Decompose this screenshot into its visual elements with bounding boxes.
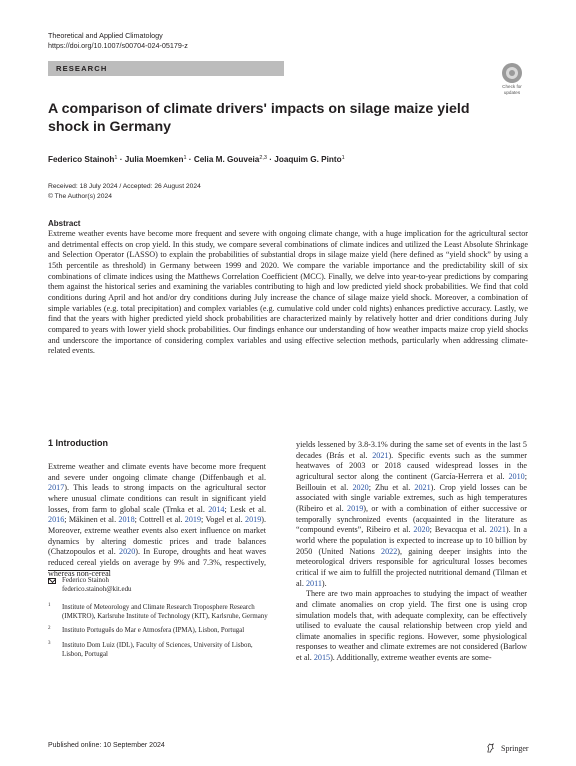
article-type-label: RESEARCH xyxy=(56,64,108,73)
citation-link[interactable]: 2011 xyxy=(305,578,322,588)
springer-logo xyxy=(486,739,529,751)
author-separator: · xyxy=(267,155,275,164)
body-text: Extreme weather and climate events have become more frequent and severe under ongoing climate change (Diffenbaugh et al. xyxy=(48,462,266,482)
body-text: ). Moreover, extreme weather events also exert influence on market dynamics by altering domestic prices and trade balances (Chatzopoulos et al. xyxy=(48,515,266,557)
intro-right-column xyxy=(296,440,527,664)
footnote-divider xyxy=(48,570,110,571)
intro-paragraph xyxy=(48,462,266,579)
publisher-name: Springer xyxy=(501,743,529,753)
contact-name: Federico Stainoh xyxy=(62,577,109,584)
body-text: ). Additionally, extreme weather events are some- xyxy=(330,653,492,663)
body-text: ; Beillouin et al. xyxy=(296,471,527,492)
check-updates-icon xyxy=(502,63,522,83)
section-heading-introduction: 1 Introduction xyxy=(48,438,108,448)
affiliation-text: Instituto Português do Mar e Atmosfera (IPMA), Lisbon, Portugal xyxy=(62,627,245,635)
body-text: ; Vogel et al. xyxy=(201,515,245,525)
citation-link[interactable]: 2019 xyxy=(184,515,202,525)
doi-link[interactable]: https://doi.org/10.1007/s00704-024-05179-z xyxy=(48,41,188,50)
citation-link[interactable]: 2016 xyxy=(48,515,65,525)
check-updates-label: Check for updates xyxy=(502,84,522,95)
body-text: ; Zhu et al. xyxy=(368,482,415,492)
author-affiliation-marker: 1 xyxy=(183,155,187,161)
body-text: ; Lesk et al. xyxy=(224,504,266,514)
contact-email[interactable]: federico.stainoh@kit.edu xyxy=(62,586,132,594)
affiliation-item xyxy=(48,641,268,659)
article-title: A comparison of climate drivers' impacts on silage maize yield shock in Germany xyxy=(48,101,470,135)
body-text: ; Bevacqua et al. xyxy=(429,525,490,535)
body-text: ). Crop yield losses can be associated with single variable extremes, such as high temperatures (Ribeiro et al. xyxy=(296,482,527,513)
affiliation-text: Instituto Dom Luiz (IDL), Faculty of Sciences, University of Lisbon, Lisbon, Portugal xyxy=(62,641,253,658)
body-text: ). In a world where the population is expected to increase up to 10 billion by 2050 (United Nations xyxy=(296,525,527,556)
intro-left-column xyxy=(48,462,266,579)
journal-header xyxy=(48,31,188,51)
author-list xyxy=(48,153,345,165)
affiliation-text: Institute of Meteorology and Climate Research Troposphere Research (IMKTRO), Karlsruhe Institute of Technology (KIT), Karlsruhe, Germany xyxy=(62,604,268,621)
citation-link[interactable]: 2018 xyxy=(118,515,135,525)
author-name[interactable]: Joaquim G. Pinto xyxy=(274,155,342,164)
author-name[interactable]: Julia Moemken xyxy=(124,155,184,164)
citation-link[interactable]: 2020 xyxy=(119,547,136,557)
citation-link[interactable]: 2015 xyxy=(313,653,331,663)
author-affiliation-marker: 1 xyxy=(114,155,118,161)
citation-link[interactable]: 2019 xyxy=(245,515,262,525)
copyright: © The Author(s) 2024 xyxy=(48,192,112,200)
affiliation-item xyxy=(48,603,268,621)
journal-name: Theoretical and Applied Climatology xyxy=(48,31,163,40)
author-name[interactable]: Celia M. Gouveia xyxy=(193,155,260,164)
intro-paragraph xyxy=(296,440,527,589)
article-type-bar xyxy=(48,61,284,76)
abstract-text: Extreme weather events have become more frequent and severe with ongoing climate change, with a huge implication for the agricultural sector and detrimental effects on crop yield. In this study, we compare several combinations of climate indices and utilized the Least Absolute Shrinkage and Selection Operator (LASSO) to explain the probabilities of substantial drops in silage maize yield (here defined as “yield shock” by using a 15th percentile as threshold) in Germany between 1999 and 2020. We compare the variable importance and the predictability skill of six combinations of climate indices using the Matthews Correlation Coefficient (MCC). Finally, we delve into year-to-year predictions by comparing them against the historical series and examining the variables contributing to high and low predicted yield shock probabilities. We find that cold conditions during April and hot and/or dry conditions during July increase the chance of silage maize yield shock. Moreover, a combination of simple variables (e.g. total precipitation) and complex variables (e.g. cumulative cold under cold nights) enhances predictive accuracy. Lastly, we find that the years with higher predicted yield shock probabilities are characterized mainly by relatively hotter and drier conditions during July compared to years with lower yield shock probabilities. Our findings enhance our understanding of how weather impacts maize crop yield shocks and underscore the importance of considering complex variables and using effective selection methods, particularly when addressing climate-related events. xyxy=(48,229,528,356)
check-for-updates-button[interactable] xyxy=(497,63,527,96)
body-text: ). This leads to strong impacts on the agricultural sector where unusual climate conditions can result in significant yield losses, from farm to global scale (Trnka et al. xyxy=(48,483,266,514)
author-affiliation-marker: 1 xyxy=(341,155,345,161)
body-text: ; Mäkinen et al. xyxy=(64,515,119,525)
affiliation-number: 3 xyxy=(48,640,51,646)
citation-link[interactable]: 2010 xyxy=(508,471,525,481)
affiliation-item xyxy=(48,626,268,635)
envelope-icon xyxy=(48,578,56,584)
body-text: ). xyxy=(321,578,327,588)
citation-link[interactable]: 2021 xyxy=(372,450,389,460)
body-text: ). Specific events such as the summer heatwaves of 2003 or 2018 caused widespread losses in the agricultural sector along the continent (García-Herrera et al. xyxy=(296,450,527,481)
abstract-heading: Abstract xyxy=(48,219,81,228)
body-text: ; Cottrell et al. xyxy=(134,515,185,525)
author-affiliation-marker: 2,3 xyxy=(259,155,267,161)
citation-link[interactable]: 2020 xyxy=(413,525,430,535)
citation-link[interactable]: 2019 xyxy=(347,503,364,513)
citation-link[interactable]: 2014 xyxy=(208,504,225,514)
article-dates xyxy=(48,182,201,201)
citation-link[interactable]: 2022 xyxy=(381,546,398,556)
citation-link[interactable]: 2017 xyxy=(48,483,65,493)
author-separator: · xyxy=(117,155,125,164)
body-text: ), gaining deeper insights into the meteorological drivers responsible for agricultural losses becomes critical if we aim to fulfill the projected nutritional demand (Tilman et al. xyxy=(296,546,527,588)
springer-horse-icon xyxy=(486,743,495,753)
body-text: yields lessened by 3.8-3.1% during the same set of events in the last 5 decades (Brás et al. xyxy=(296,440,527,460)
received-accepted: Received: 18 July 2024 / Accepted: 26 August 2024 xyxy=(48,183,201,190)
body-text: There are two main approaches to studying the impact of weather and climate anomalies on crop yield. The first one is using crop simulation models that, with adequate complexity, can be effectively utilised to evaluate the causal relationship between crop yield and climate anomalies in specific regions. However, some physiological responses to weather and climate extremes are not considered (Barlow et al. xyxy=(296,589,527,663)
citation-link[interactable]: 2020 xyxy=(352,482,369,492)
author-separator: · xyxy=(186,155,194,164)
body-text: ), or with a combination of either successive or temporally synchronized events (acquainted in the literature as “compound events”, Ribeiro et al. xyxy=(296,503,527,535)
body-text: ). In Europe, droughts and heat waves reduced cereal yields on average by 9% and 7.3%, respectively, whereas non-cereal xyxy=(48,547,266,578)
published-date: Published online: 10 September 2024 xyxy=(48,742,165,749)
citation-link[interactable]: 2021 xyxy=(414,482,431,492)
affiliation-number: 1 xyxy=(48,603,51,608)
citation-link[interactable]: 2021 xyxy=(489,525,506,535)
affiliation-list xyxy=(48,603,268,664)
intro-paragraph xyxy=(296,589,527,664)
affiliation-number: 2 xyxy=(48,626,51,632)
author-name[interactable]: Federico Stainoh xyxy=(48,155,115,164)
